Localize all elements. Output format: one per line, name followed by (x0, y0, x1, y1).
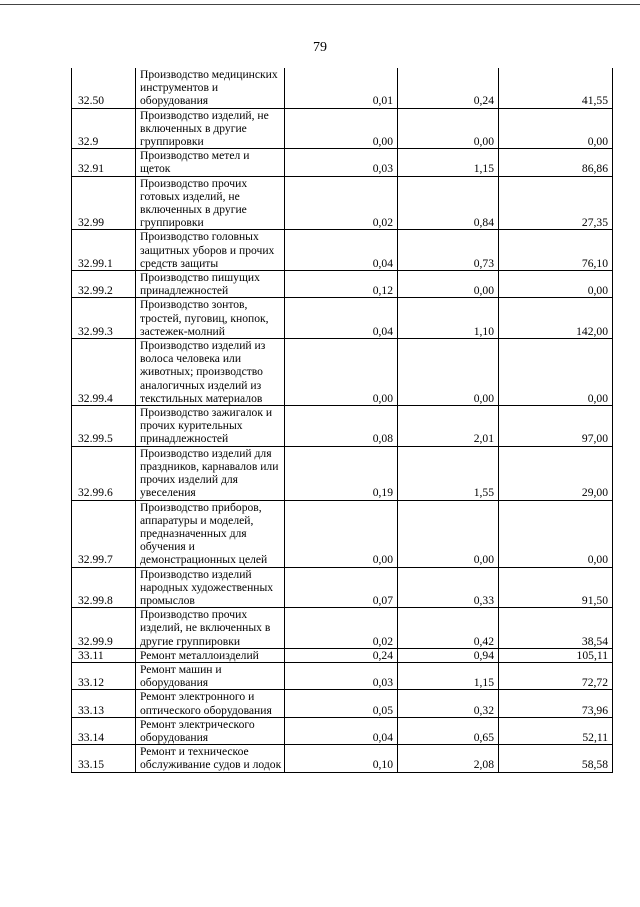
row-name: Производство изделий из волоса человека или животных; производство аналогичных изделий из текстильных материалов (136, 339, 285, 406)
row-name: Производство головных защитных уборов и прочих средств защиты (136, 230, 285, 271)
row-value-1: 0,04 (285, 298, 398, 339)
row-code: 32.99.4 (72, 339, 136, 406)
row-name: Производство прочих изделий, не включенных в другие группировки (136, 608, 285, 649)
row-value-3: 86,86 (499, 149, 613, 176)
row-value-2: 1,15 (398, 149, 499, 176)
row-value-1: 0,00 (285, 500, 398, 567)
row-value-3: 0,00 (499, 500, 613, 567)
table-row (72, 339, 613, 406)
row-value-1: 0,07 (285, 567, 398, 608)
data-table (71, 68, 613, 773)
row-name: Производство приборов, аппаратуры и моделей, предназначенных для обучения и демонстрационных целей (136, 500, 285, 567)
row-value-2: 0,42 (398, 608, 499, 649)
row-value-3: 58,58 (499, 745, 613, 772)
table-row (72, 271, 613, 298)
row-name: Производство пишущих принадлежностей (136, 271, 285, 298)
row-value-2: 0,33 (398, 567, 499, 608)
row-name: Ремонт металлоизделий (136, 648, 285, 662)
table-row (72, 298, 613, 339)
row-value-2: 1,55 (398, 446, 499, 500)
row-value-2: 0,24 (398, 68, 499, 108)
row-value-3: 38,54 (499, 608, 613, 649)
row-code: 33.13 (72, 690, 136, 717)
row-code: 32.99.9 (72, 608, 136, 649)
row-code: 32.99.7 (72, 500, 136, 567)
row-value-3: 76,10 (499, 230, 613, 271)
row-name: Производство изделий для праздников, карнавалов или прочих изделий для увеселения (136, 446, 285, 500)
row-value-1: 0,12 (285, 271, 398, 298)
row-code: 33.14 (72, 717, 136, 744)
table-row (72, 176, 613, 230)
row-code: 32.99.3 (72, 298, 136, 339)
table-row (72, 717, 613, 744)
row-value-1: 0,19 (285, 446, 398, 500)
row-name: Производство изделий народных художественных промыслов (136, 567, 285, 608)
row-value-3: 0,00 (499, 108, 613, 149)
row-name: Ремонт машин и оборудования (136, 662, 285, 689)
row-value-1: 0,00 (285, 108, 398, 149)
row-name: Ремонт электрического оборудования (136, 717, 285, 744)
row-value-2: 0,00 (398, 339, 499, 406)
row-name: Ремонт и техническое обслуживание судов и лодок (136, 745, 285, 772)
row-name: Производство метел и щеток (136, 149, 285, 176)
row-code: 32.99.5 (72, 406, 136, 447)
row-value-1: 0,05 (285, 690, 398, 717)
row-value-3: 72,72 (499, 662, 613, 689)
table-row (72, 567, 613, 608)
table-row (72, 648, 613, 662)
row-value-2: 0,94 (398, 648, 499, 662)
table-row (72, 446, 613, 500)
table-row (72, 406, 613, 447)
table-row (72, 608, 613, 649)
row-value-1: 0,04 (285, 230, 398, 271)
row-value-2: 0,00 (398, 108, 499, 149)
table-row (72, 662, 613, 689)
row-value-2: 2,01 (398, 406, 499, 447)
table-row (72, 68, 613, 108)
row-value-2: 1,10 (398, 298, 499, 339)
page-number: 79 (313, 40, 327, 55)
row-value-1: 0,10 (285, 745, 398, 772)
table-row (72, 230, 613, 271)
row-code: 32.91 (72, 149, 136, 176)
row-name: Производство изделий, не включенных в другие группировки (136, 108, 285, 149)
row-code: 33.15 (72, 745, 136, 772)
row-value-1: 0,02 (285, 176, 398, 230)
row-value-3: 142,00 (499, 298, 613, 339)
row-value-3: 52,11 (499, 717, 613, 744)
row-value-2: 0,32 (398, 690, 499, 717)
table-row (72, 690, 613, 717)
row-code: 32.99.8 (72, 567, 136, 608)
row-code: 32.99.2 (72, 271, 136, 298)
row-value-2: 0,00 (398, 271, 499, 298)
row-value-3: 41,55 (499, 68, 613, 108)
row-value-2: 0,84 (398, 176, 499, 230)
row-name: Ремонт электронного и оптического оборудования (136, 690, 285, 717)
row-value-3: 27,35 (499, 176, 613, 230)
row-value-3: 29,00 (499, 446, 613, 500)
row-value-1: 0,08 (285, 406, 398, 447)
row-code: 32.99.1 (72, 230, 136, 271)
row-value-1: 0,02 (285, 608, 398, 649)
row-code: 33.11 (72, 648, 136, 662)
table-row (72, 149, 613, 176)
row-value-2: 0,65 (398, 717, 499, 744)
row-value-1: 0,01 (285, 68, 398, 108)
row-name: Производство прочих готовых изделий, не включенных в другие группировки (136, 176, 285, 230)
row-name: Производство зонтов, тростей, пуговиц, кнопок, застежек-молний (136, 298, 285, 339)
row-code: 32.50 (72, 68, 136, 108)
row-value-3: 105,11 (499, 648, 613, 662)
row-value-3: 0,00 (499, 271, 613, 298)
row-value-3: 91,50 (499, 567, 613, 608)
row-value-2: 2,08 (398, 745, 499, 772)
top-border-line (0, 4, 640, 5)
row-code: 32.9 (72, 108, 136, 149)
row-value-1: 0,03 (285, 149, 398, 176)
row-value-1: 0,04 (285, 717, 398, 744)
row-value-1: 0,00 (285, 339, 398, 406)
table-row (72, 108, 613, 149)
row-value-3: 97,00 (499, 406, 613, 447)
row-name: Производство медицинских инструментов и оборудования (136, 68, 285, 108)
row-value-3: 0,00 (499, 339, 613, 406)
row-value-2: 0,73 (398, 230, 499, 271)
row-code: 32.99 (72, 176, 136, 230)
row-name: Производство зажигалок и прочих курительных принадлежностей (136, 406, 285, 447)
row-value-1: 0,03 (285, 662, 398, 689)
row-value-2: 0,00 (398, 500, 499, 567)
row-value-2: 1,15 (398, 662, 499, 689)
table-row (72, 745, 613, 772)
row-value-1: 0,24 (285, 648, 398, 662)
table-row (72, 500, 613, 567)
row-code: 33.12 (72, 662, 136, 689)
row-code: 32.99.6 (72, 446, 136, 500)
row-value-3: 73,96 (499, 690, 613, 717)
